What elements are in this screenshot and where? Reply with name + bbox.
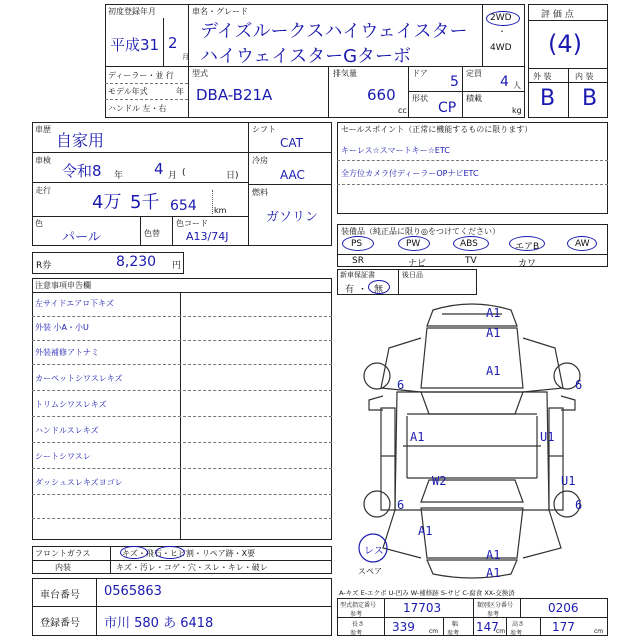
height-sub: 参考 bbox=[510, 630, 523, 637]
car-diagram bbox=[337, 296, 608, 580]
sales-points-label: セールスポイント（正常に機能するものに限ります） bbox=[341, 125, 533, 134]
color-label: 色 bbox=[35, 219, 43, 228]
front-glass-items: キズ・飛石・ヒビ割・リペア跡・X要 bbox=[122, 549, 256, 558]
mark-front-a1b: A1 bbox=[486, 326, 501, 340]
height-value: 177 bbox=[552, 620, 575, 634]
color-code-value: A13/74J bbox=[186, 230, 229, 243]
mark-rear-left: A1 bbox=[418, 524, 433, 538]
interior-glass-label: 内装 bbox=[55, 563, 71, 572]
fuel-value: ガソリン bbox=[266, 210, 319, 225]
mark-right-front-wheel: 6 bbox=[575, 378, 583, 392]
model-name-line1: デイズルークスハイウェイスター bbox=[200, 21, 468, 42]
mileage-hw1: 4万 bbox=[92, 192, 122, 213]
length-label: 長さ bbox=[352, 621, 365, 628]
use-value: 自家用 bbox=[56, 131, 105, 150]
first-reg-label: 初度登録年月 bbox=[108, 7, 156, 16]
chassis-label: 車台番号 bbox=[40, 590, 80, 601]
length-sub: 参考 bbox=[350, 630, 363, 637]
type-value: DBA-B21A bbox=[196, 86, 273, 104]
equip-tv: TV bbox=[465, 256, 477, 266]
damage-legend: A-キズ E-エクボ U-凹み W-補修跡 S-サビ C-腐食 XX-交換済 bbox=[339, 589, 515, 597]
recycle-unit: 円 bbox=[172, 261, 182, 271]
width-label: 幅 bbox=[452, 621, 459, 628]
mark-right-rear: U1 bbox=[561, 474, 576, 488]
first-reg-month: 2 bbox=[168, 34, 178, 52]
model-code-value: 17703 bbox=[403, 601, 442, 615]
equip-sr: SR bbox=[352, 256, 364, 266]
capacity-label: 定員 bbox=[466, 69, 482, 78]
score-value: (4) bbox=[548, 30, 582, 58]
spare-hw: レス bbox=[364, 546, 384, 557]
color-swap-label: 色替 bbox=[144, 229, 160, 238]
equip-abs: ABS bbox=[460, 239, 478, 249]
width-value: 147 bbox=[476, 620, 499, 634]
height-unit: cm bbox=[594, 628, 604, 635]
warranty-yes: 有 bbox=[345, 285, 355, 295]
height-label: 高さ bbox=[512, 621, 525, 628]
mark-rear-a1b: A1 bbox=[486, 566, 501, 580]
model-code-sub: 参考 bbox=[350, 611, 363, 618]
front-glass-label: フロントガラス bbox=[35, 549, 91, 558]
record-label: 後日品 bbox=[402, 271, 423, 279]
door-value: 5 bbox=[450, 74, 459, 90]
warranty-no: 無 bbox=[374, 285, 384, 295]
mark-left-front-wheel: 6 bbox=[397, 378, 405, 392]
shift-value: CAT bbox=[280, 136, 303, 150]
mileage-unit: km bbox=[214, 206, 227, 215]
mark-right-rear-wheel: 6 bbox=[575, 498, 583, 512]
aircon-value: AAC bbox=[280, 168, 305, 182]
inspection-era: 令和8 bbox=[62, 162, 102, 180]
displacement-value: 660 bbox=[367, 86, 396, 104]
exterior-grade: B bbox=[540, 86, 556, 111]
score-label: 評 価 点 bbox=[541, 10, 574, 20]
door-label: ドア bbox=[412, 69, 428, 78]
exterior-label: 外 装 bbox=[533, 72, 552, 81]
capacity-unit: 人 bbox=[513, 81, 521, 90]
plate-value: 市川 580 あ 6418 bbox=[104, 616, 214, 631]
chassis-value: 0565863 bbox=[104, 584, 162, 599]
cc-unit: cc bbox=[398, 106, 407, 115]
mark-rear-a1a: A1 bbox=[486, 548, 501, 562]
mark-front-a1a: A1 bbox=[486, 306, 501, 320]
mileage-value: 654 bbox=[170, 198, 197, 214]
shape-label: 形状 bbox=[412, 94, 428, 103]
mark-left-rear-wheel: 6 bbox=[397, 498, 405, 512]
note-line-1: 左サイドエアロ下キズ bbox=[35, 299, 114, 308]
equip-leather: カワ bbox=[518, 259, 537, 269]
equip-pw: PW bbox=[406, 239, 421, 249]
model-name-line2: ハイウェイスターGターボ bbox=[200, 46, 412, 67]
recycle-label: R券 bbox=[36, 261, 52, 271]
model-code-label: 型式指定番号 bbox=[340, 602, 377, 609]
model-year-label: モデル年式 bbox=[108, 87, 148, 96]
warranty-dot: ・ bbox=[358, 285, 368, 295]
first-reg-month-unit: 月 bbox=[182, 53, 189, 61]
class-label: 類別区分番号 bbox=[477, 602, 514, 609]
note-line-3: 外装補修アトナミ bbox=[35, 348, 99, 357]
note-line-4: カーペットシワスレキズ bbox=[35, 374, 123, 383]
handle-label: ハンドル 左・右 bbox=[108, 104, 167, 113]
length-value: 339 bbox=[392, 620, 415, 634]
equipment-label: 装備品（純正品に限り◎をつけてください） bbox=[341, 227, 500, 236]
mileage-label: 走行 bbox=[35, 186, 51, 195]
aircon-label: 冷房 bbox=[252, 156, 268, 165]
notes-label: 注意事項申告欄 bbox=[35, 281, 91, 290]
recycle-box bbox=[32, 252, 184, 274]
plate-label: 登録番号 bbox=[40, 618, 80, 629]
equip-ps: PS bbox=[351, 239, 363, 249]
note-line-7: シートシワスレ bbox=[35, 452, 91, 461]
model-name-label: 車名・グレード bbox=[192, 7, 248, 16]
use-label: 車歴 bbox=[35, 125, 51, 134]
capacity-value: 4 bbox=[500, 74, 509, 90]
mileage-hw2: 5千 bbox=[130, 192, 160, 213]
inspection-month-unit: 月 bbox=[168, 171, 178, 181]
load-label: 積載 bbox=[466, 94, 482, 103]
spare-label: スペア bbox=[358, 567, 382, 576]
model-year-unit: 年 bbox=[176, 87, 184, 96]
sales-point-1: キーレス☆スマートキー☆ETC bbox=[341, 146, 450, 155]
glass-scratch-circle bbox=[120, 546, 148, 559]
interior-label: 内 装 bbox=[575, 72, 594, 81]
note-line-5: トリムシワスレキズ bbox=[35, 400, 107, 409]
recycle-value: 8,230 bbox=[116, 254, 157, 270]
inspection-month: 4 bbox=[154, 160, 164, 178]
drive-2wd: 2WD bbox=[490, 13, 512, 23]
mark-right-side: U1 bbox=[540, 430, 555, 444]
note-line-6: ハンドルスレキズ bbox=[35, 426, 99, 435]
inspection-year-unit: 年 bbox=[114, 171, 124, 181]
note-line-2: 外装 小A・小U bbox=[35, 323, 89, 332]
shape-value: CP bbox=[438, 100, 457, 116]
fuel-label: 燃料 bbox=[252, 188, 268, 197]
type-label: 型式 bbox=[192, 69, 208, 78]
inspection-day-unit: 日) bbox=[226, 171, 239, 181]
note-line-8: ダッシュスレキズヨゴレ bbox=[35, 478, 123, 487]
glass-chip-circle bbox=[155, 546, 185, 559]
mark-hood: A1 bbox=[486, 364, 501, 378]
color-value: パール bbox=[62, 230, 101, 245]
inspection-label: 車検 bbox=[35, 156, 51, 165]
interior-grade: B bbox=[582, 86, 598, 111]
first-reg-era: 平成31 bbox=[110, 36, 160, 54]
equip-navi: ナビ bbox=[408, 259, 427, 269]
sales-point-2: 全方位カメラ付ディーラーOPナビETC bbox=[341, 169, 479, 178]
equip-airbag: エアB bbox=[515, 242, 540, 252]
displacement-label: 排気量 bbox=[333, 69, 357, 78]
warranty-label: 新車保証書 bbox=[340, 271, 375, 279]
equip-aw: AW bbox=[575, 239, 590, 249]
dealer-label: ディーラー・並 行 bbox=[108, 71, 174, 80]
shift-label: シフト bbox=[252, 125, 276, 134]
inspection-paren: ( bbox=[182, 168, 186, 178]
length-unit: cm bbox=[429, 628, 439, 635]
interior-glass-items: キズ・汚レ・コゲ・穴・スレ・キレ・破レ bbox=[116, 563, 268, 572]
class-sub: 参考 bbox=[487, 611, 500, 618]
mark-left-rear-door: W2 bbox=[432, 474, 447, 488]
class-value: 0206 bbox=[548, 601, 579, 615]
width-sub: 参考 bbox=[447, 630, 460, 637]
load-unit: kg bbox=[512, 106, 522, 115]
drive-4wd: 4WD bbox=[490, 43, 512, 53]
color-code-label: 色コード bbox=[176, 219, 208, 228]
drive-dot: ・ bbox=[498, 27, 506, 36]
width-unit: cm bbox=[496, 628, 506, 635]
mark-left-side: A1 bbox=[410, 430, 425, 444]
